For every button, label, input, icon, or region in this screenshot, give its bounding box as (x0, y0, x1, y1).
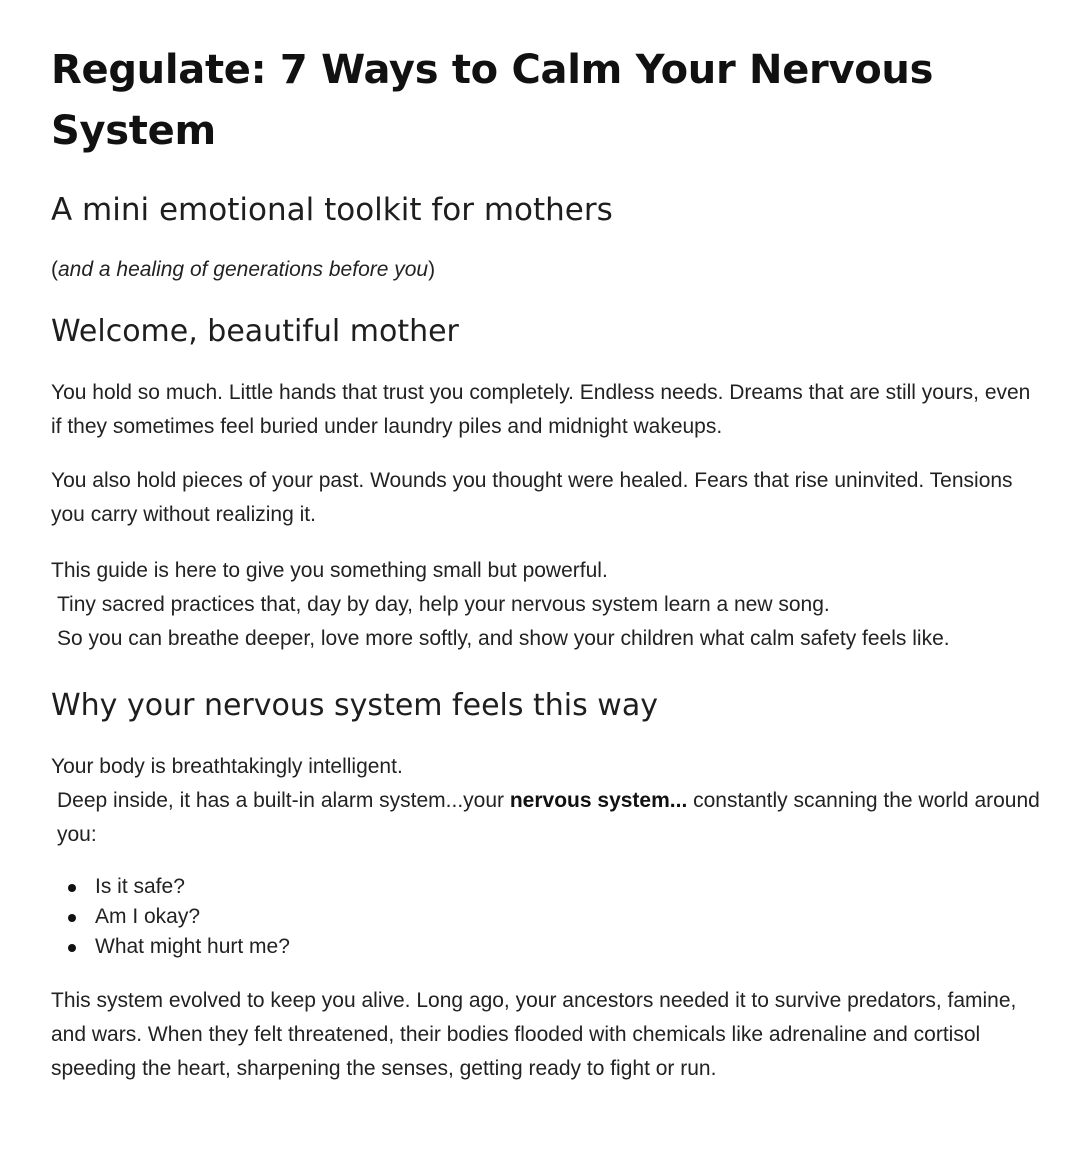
why-line-2-after: constantly scanning the world around you: (57, 789, 1040, 846)
page-title: Regulate: 7 Ways to Calm Your Nervous System (51, 47, 934, 154)
nervous-system-emphasis: nervous system... (509, 789, 688, 812)
welcome-paragraph-2: You also hold pieces of your past. Wounds you thought were healed. Fears that rise uninvited. Tensions you carry without realizing it. (51, 469, 1013, 526)
bullet-dot-icon (68, 944, 76, 952)
list-item-text: What might hurt me? (95, 935, 290, 958)
list-item (95, 872, 1040, 902)
bullet-dot-icon (68, 914, 76, 922)
tagline-open-paren: ( (51, 258, 58, 281)
list-item-text: Is it safe? (95, 875, 185, 898)
tagline-italic: and a healing of generations before you (58, 258, 429, 281)
welcome-paragraph-3-line-2: Tiny sacred practices that, day by day, help your nervous system learn a new song. (57, 593, 830, 616)
welcome-paragraph-3-line-1: This guide is here to give you something small but powerful. (51, 559, 608, 582)
list-item (95, 932, 1040, 962)
why-paragraph-2: This system evolved to keep you alive. Long ago, your ancestors needed it to survive predators, famine, and wars. When they felt threatened, their bodies flooded with chemicals like adrenaline and cortisol speeding the heart, sharpening the senses, getting ready to fight or run. (51, 989, 1017, 1080)
welcome-paragraph-3 (51, 554, 1040, 656)
bullet-dot-icon (68, 884, 76, 892)
why-line-2-before: Deep inside, it has a built-in alarm system...your (57, 789, 510, 812)
welcome-paragraph-1: You hold so much. Little hands that trust you completely. Endless needs. Dreams that are still yours, even if they sometimes feel buried under laundry piles and midnight wakeups. (51, 381, 1031, 438)
tagline-close-paren: ) (428, 258, 436, 281)
tagline (51, 256, 1040, 284)
question-list (51, 872, 1040, 962)
page-subtitle: A mini emotional toolkit for mothers (51, 192, 613, 228)
section-heading-welcome: Welcome, beautiful mother (51, 314, 459, 349)
list-item-text: Am I okay? (95, 905, 201, 928)
why-paragraph-1 (51, 750, 1040, 852)
list-item (95, 902, 1040, 932)
why-paragraph-1-line-2 (51, 784, 1040, 852)
welcome-paragraph-3-line-3: So you can breathe deeper, love more softly, and show your children what calm safety feels like. (57, 627, 950, 650)
why-paragraph-1-line-1: Your body is breathtakingly intelligent. (51, 755, 403, 778)
section-heading-why: Why your nervous system feels this way (51, 688, 658, 723)
